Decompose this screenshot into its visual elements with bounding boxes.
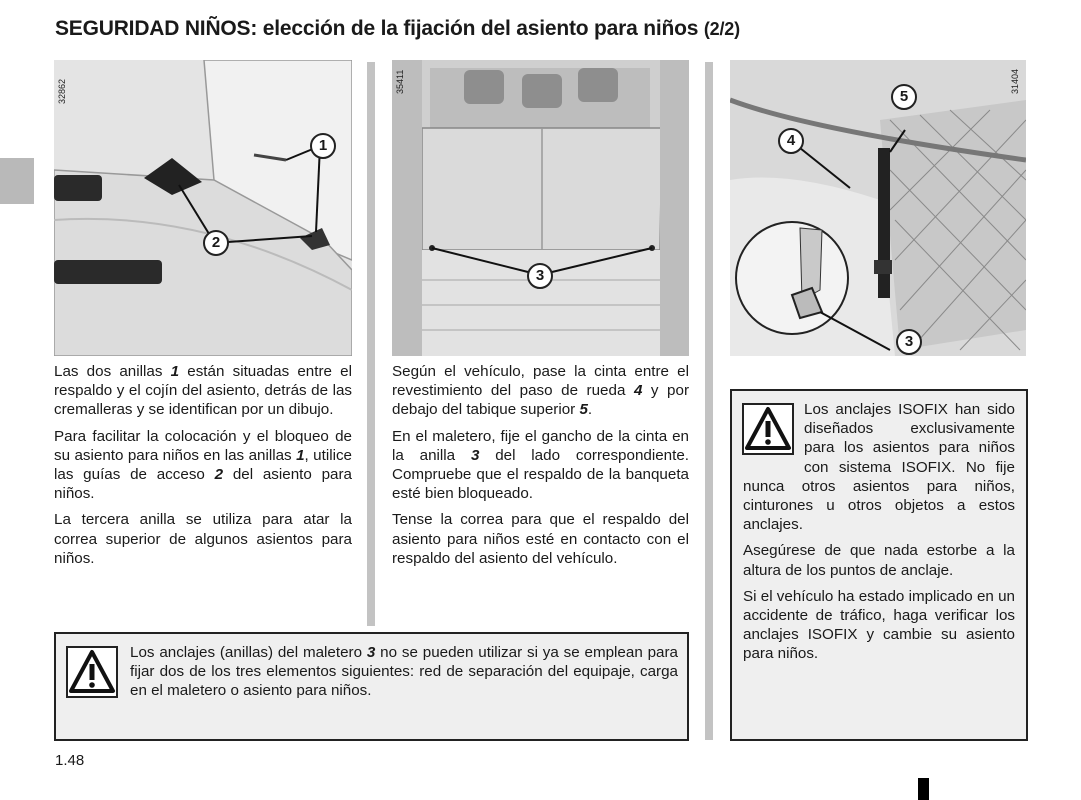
column-1-text <box>54 362 352 575</box>
warning-text-isofix <box>743 400 1015 671</box>
callout-1: 1 <box>310 133 336 159</box>
trunk-illustration <box>392 60 689 356</box>
page-title <box>55 17 740 41</box>
figure-code: 31404 <box>1010 68 1020 94</box>
paragraph: La tercera anilla se utiliza para atar la correa superior de algunos asientos para niños. <box>54 511 352 567</box>
figure-trunk <box>392 60 689 356</box>
figure-code: 35411 <box>395 69 405 94</box>
warning-box-isofix <box>730 389 1028 741</box>
paragraph: Para facilitar la colocación y el bloqueo de su asiento para niños en las anillas 1, utilice las guías de acceso 2 del asiento para niños. <box>54 427 352 503</box>
page-number: 1.48 <box>55 752 85 769</box>
paragraph: Tense la correa para que el respaldo del asiento para niños esté en contacto con el respaldo del asiento del vehículo. <box>392 511 689 567</box>
warning-box-trunk <box>54 632 689 741</box>
callout-2: 2 <box>203 230 229 256</box>
seat-illustration <box>54 60 352 356</box>
paragraph: Según el vehículo, pase la cinta entre el revestimiento del paso de rueda 4 y por debajo del tabique superior 5. <box>392 363 690 419</box>
figure-code: 32862 <box>57 78 67 104</box>
title-part: (2/2) <box>703 19 740 39</box>
figure-strap <box>730 60 1026 356</box>
warning-text-trunk: Los anclajes (anillas) del maletero 3 no se pueden utilizar si ya se emplean para fijar dos de los tres elementos siguientes: red de separación del equipaje, carga en el maletero o asiento para niños. <box>130 644 678 700</box>
callout-5: 5 <box>891 84 917 110</box>
paragraph: Si el vehículo ha estado implicado en un accidente de tráfico, haga verificar los anclajes ISOFIX y cambie su asiento para niños. <box>743 587 1015 663</box>
warning-icon <box>66 646 118 698</box>
figure-seat-anchors <box>54 60 352 356</box>
section-tab <box>0 158 34 204</box>
title-text: SEGURIDAD NIÑOS: elección de la fijación del asiento para niños <box>55 17 699 40</box>
column-divider-2 <box>705 62 713 740</box>
callout-3: 3 <box>527 263 553 289</box>
paragraph: Asegúrese de que nada estorbe a la altura de los puntos de anclaje. <box>743 542 1015 579</box>
callout-4: 4 <box>778 128 804 154</box>
strap-illustration <box>730 60 1026 356</box>
page-edge-mark <box>918 778 929 800</box>
paragraph: Los anclajes ISOFIX han sido diseñados exclusivamente para los asientos para niños con sistema ISOFIX. No fije nunca otros asientos para niños, cinturones u otros objetos a estos anclajes. <box>743 401 1015 534</box>
paragraph: Las dos anillas 1 están situadas entre el respaldo y el cojín del asiento, detrás de las cremalleras y se identifican por un dibujo. <box>54 363 352 419</box>
paragraph: En el maletero, fije el gancho de la cinta en la anilla 3 del lado correspondiente. Compruebe que el respaldo de la banqueta esté bien bloqueado. <box>392 427 689 503</box>
column-2-text <box>392 362 689 575</box>
callout-3: 3 <box>896 329 922 355</box>
column-divider-1 <box>367 62 375 626</box>
